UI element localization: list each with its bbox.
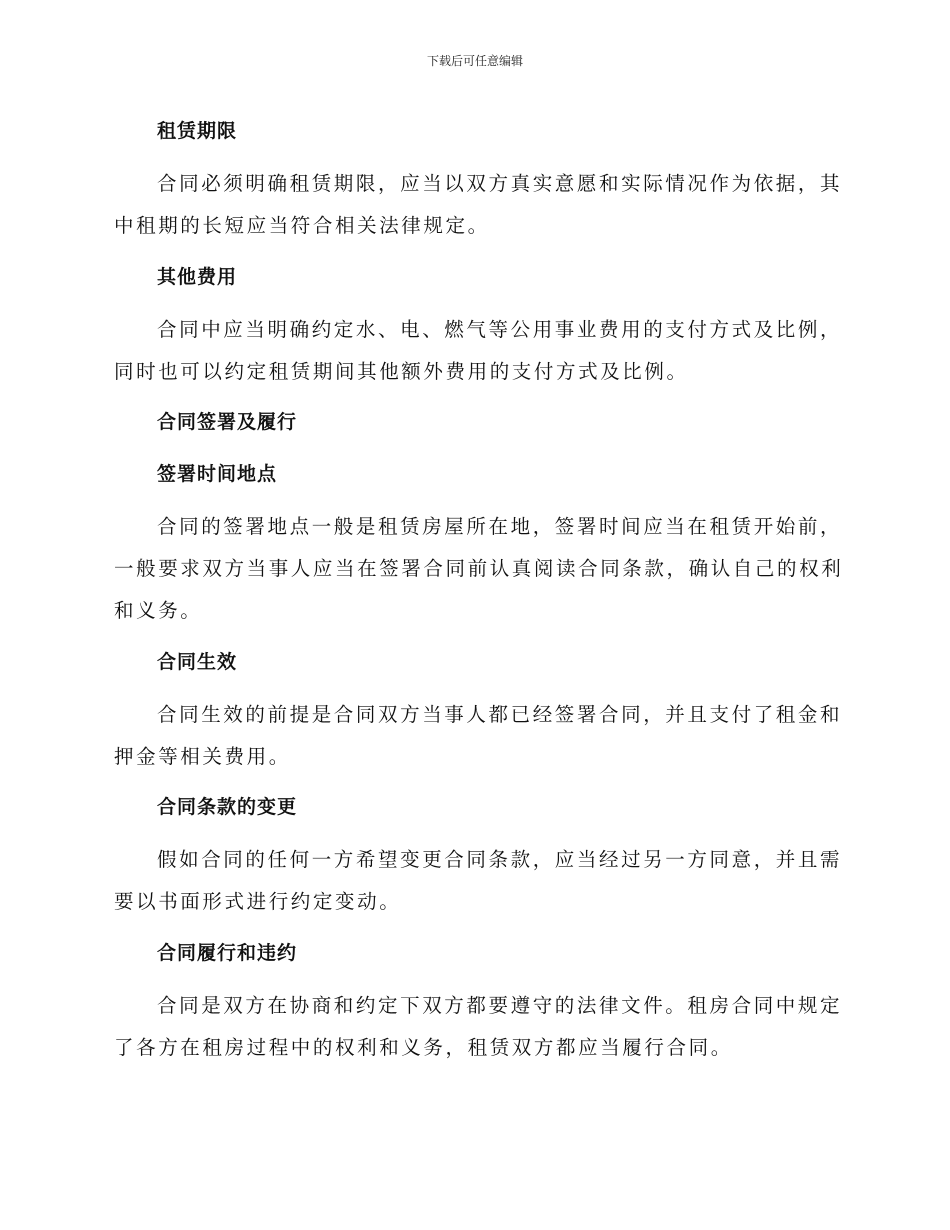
section-heading-signing-time-place: 签署时间地点 bbox=[157, 463, 278, 485]
paragraph-line: 合同必须明确租赁期限，应当以双方真实意愿和实际情况作为依据，其 bbox=[157, 172, 843, 195]
paragraph-line: 要以书面形式进行约定变动。 bbox=[114, 890, 402, 913]
paragraph-line: 和义务。 bbox=[114, 599, 203, 622]
paragraph-line: 合同生效的前提是合同双方当事人都已经签署合同，并且支付了租金和 bbox=[157, 703, 843, 726]
paragraph-line: 押金等相关费用。 bbox=[114, 745, 291, 768]
section-heading-contract-effective: 合同生效 bbox=[157, 651, 238, 673]
paragraph-line: 合同中应当明确约定水、电、燃气等公用事业费用的支付方式及比例， bbox=[157, 318, 843, 341]
section-heading-performance-and-breach: 合同履行和违约 bbox=[157, 942, 298, 964]
paragraph-line: 一般要求双方当事人应当在签署合同前认真阅读合同条款，确认自己的权利 bbox=[114, 557, 844, 580]
paragraph-line: 了各方在租房过程中的权利和义务，租赁双方都应当履行合同。 bbox=[114, 1036, 733, 1059]
page-header: 下载后可任意编辑 bbox=[426, 54, 523, 68]
paragraph-line: 合同的签署地点一般是租赁房屋所在地，签署时间应当在租赁开始前， bbox=[157, 515, 843, 538]
section-heading-term-changes: 合同条款的变更 bbox=[157, 796, 298, 818]
paragraph-line: 中租期的长短应当符合相关法律规定。 bbox=[114, 214, 490, 237]
section-heading-other-fees: 其他费用 bbox=[157, 266, 238, 288]
paragraph-line: 同时也可以约定租赁期间其他额外费用的支付方式及比例。 bbox=[114, 360, 689, 383]
paragraph-line: 合同是双方在协商和约定下双方都要遵守的法律文件。租房合同中规定 bbox=[157, 994, 843, 1017]
paragraph-line: 假如合同的任何一方希望变更合同条款，应当经过另一方同意，并且需 bbox=[157, 848, 843, 871]
section-heading-signing-and-performance: 合同签署及履行 bbox=[157, 411, 298, 433]
section-heading-lease-term: 租赁期限 bbox=[157, 120, 238, 142]
